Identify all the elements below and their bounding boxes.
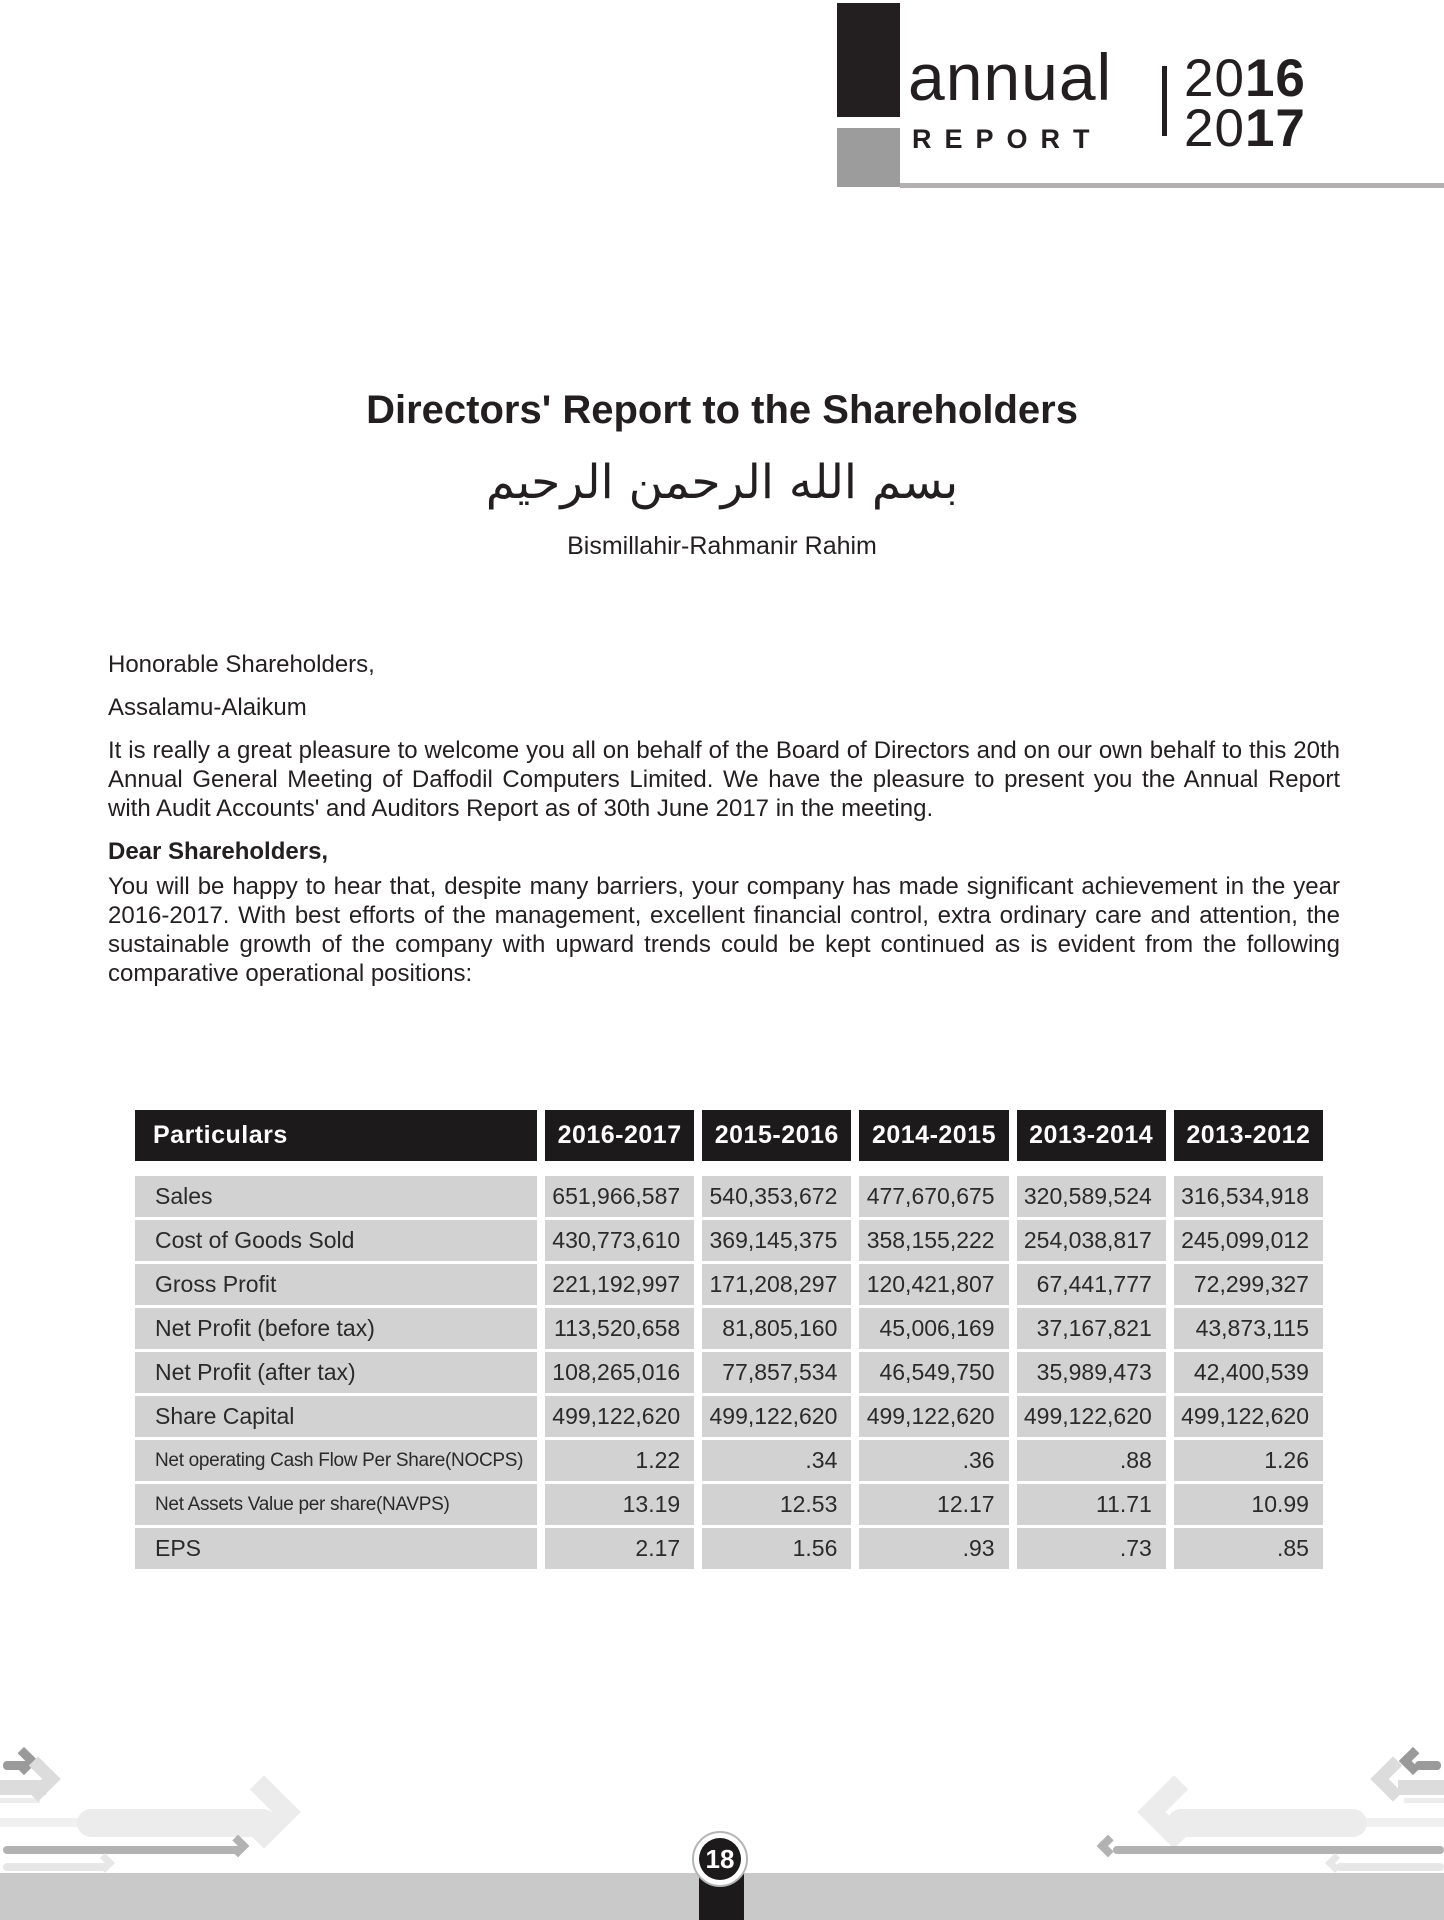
logo-annual-text: annual xyxy=(908,40,1113,114)
row-label: Net Profit (after tax) xyxy=(135,1352,537,1393)
row-value: .34 xyxy=(702,1440,851,1481)
row-value: 499,122,620 xyxy=(1174,1396,1323,1437)
row-label: Share Capital xyxy=(135,1396,537,1437)
year2-suffix: 17 xyxy=(1244,99,1306,159)
row-value: 43,873,115 xyxy=(1174,1308,1323,1349)
row-value: 120,421,807 xyxy=(859,1264,1008,1305)
table-header-particulars: Particulars xyxy=(135,1110,537,1161)
row-value: 108,265,016 xyxy=(545,1352,694,1393)
year1-suffix: 16 xyxy=(1244,49,1306,108)
row-value: 13.19 xyxy=(545,1484,694,1525)
row-value: 245,099,012 xyxy=(1174,1220,1323,1261)
row-value: 320,589,524 xyxy=(1017,1176,1166,1217)
table-row xyxy=(135,1308,1323,1349)
row-value: 369,145,375 xyxy=(702,1220,851,1261)
row-label: Sales xyxy=(135,1176,537,1217)
page-number: 18 xyxy=(699,1838,741,1880)
arrow-left-3-tail xyxy=(0,1818,85,1827)
row-value: 430,773,610 xyxy=(545,1220,694,1261)
row-value: 1.22 xyxy=(545,1440,694,1481)
logo-year-2017 xyxy=(1184,99,1306,159)
row-label: Net Assets Value per share(NAVPS) xyxy=(135,1484,537,1525)
row-value: 499,122,620 xyxy=(545,1396,694,1437)
arrow-left-4-shaft xyxy=(3,1846,243,1854)
table-row xyxy=(135,1440,1323,1481)
row-value: 12.53 xyxy=(702,1484,851,1525)
bismillah-calligraphy: بسم الله الرحمن الرحيم xyxy=(485,455,959,510)
logo-years xyxy=(1184,49,1306,159)
letter-body xyxy=(108,650,1340,1002)
table-row xyxy=(135,1220,1323,1261)
table-row xyxy=(135,1352,1323,1393)
table-header-row xyxy=(135,1110,1323,1161)
row-value: 113,520,658 xyxy=(545,1308,694,1349)
paragraph-welcome: It is really a great pleasure to welcome you all on behalf of the Board of Directors and on our own behalf to this 20th Annual General Meeting of Daffodil Computers Limited. We have the pleasure to present you the Annual Report with Audit Accounts' and Auditors Report as of 30th June 2017 in the meeting. xyxy=(108,737,1340,822)
row-value: 11.71 xyxy=(1017,1484,1166,1525)
row-value: 35,989,473 xyxy=(1017,1352,1166,1393)
table-header-year: 2015-2016 xyxy=(702,1110,851,1161)
table-body xyxy=(135,1176,1323,1569)
row-value: 316,534,918 xyxy=(1174,1176,1323,1217)
table-row xyxy=(135,1264,1323,1305)
row-value: 72,299,327 xyxy=(1174,1264,1323,1305)
logo-year-2016 xyxy=(1184,49,1306,108)
year2-prefix: 20 xyxy=(1184,99,1245,159)
row-label: Cost of Goods Sold xyxy=(135,1220,537,1261)
row-value: 81,805,160 xyxy=(702,1308,851,1349)
row-label: Gross Profit xyxy=(135,1264,537,1305)
table-header-year: 2014-2015 xyxy=(859,1110,1008,1161)
table-header-year: 2013-2012 xyxy=(1174,1110,1323,1161)
row-value: 651,966,587 xyxy=(545,1176,694,1217)
table-header-year: 2013-2014 xyxy=(1017,1110,1166,1161)
row-value: 45,006,169 xyxy=(859,1308,1008,1349)
row-label: EPS xyxy=(135,1528,537,1569)
row-label: Net Profit (before tax) xyxy=(135,1308,537,1349)
arrow-right-5-shaft xyxy=(1336,1863,1444,1871)
logo-gray-square xyxy=(837,128,900,187)
row-value: 1.56 xyxy=(702,1528,851,1569)
row-value: 499,122,620 xyxy=(859,1396,1008,1437)
salutation-assalamu: Assalamu-Alaikum xyxy=(108,694,307,721)
arrow-right-4-shaft xyxy=(1113,1846,1444,1854)
row-value: 540,353,672 xyxy=(702,1176,851,1217)
row-value: 221,192,997 xyxy=(545,1264,694,1305)
row-value: 10.99 xyxy=(1174,1484,1323,1525)
arrow-right-2-shaft-inner xyxy=(1404,1798,1444,1803)
row-value: 2.17 xyxy=(545,1528,694,1569)
row-value: 46,549,750 xyxy=(859,1352,1008,1393)
logo-divider xyxy=(1162,66,1167,136)
row-value: .36 xyxy=(859,1440,1008,1481)
arrow-left-5-shaft xyxy=(3,1863,108,1871)
row-value: 77,857,534 xyxy=(702,1352,851,1393)
table-row xyxy=(135,1484,1323,1525)
arrow-right-3-head-icon xyxy=(1137,1775,1211,1849)
table-row xyxy=(135,1528,1323,1569)
row-value: 42,400,539 xyxy=(1174,1352,1323,1393)
page-title: Directors' Report to the Shareholders xyxy=(366,388,1078,432)
paragraph-achievement: You will be happy to hear that, despite many barriers, your company has made significant achievement in the year 2016-2017. With best efforts of the management, excellent financial control, extra ordinary care and attention, the sustainable growth of the company with upward trends could be kept continued as is evident from the following comparative operational positions: xyxy=(108,873,1340,987)
salutation-honorable: Honorable Shareholders, xyxy=(108,651,375,678)
table-row xyxy=(135,1396,1323,1437)
table-row xyxy=(135,1176,1323,1217)
page-number-badge xyxy=(692,1831,748,1887)
row-value: .85 xyxy=(1174,1528,1323,1569)
logo-report-text: REPORT xyxy=(912,124,1103,154)
table-header-year: 2016-2017 xyxy=(545,1110,694,1161)
row-value: 499,122,620 xyxy=(1017,1396,1166,1437)
row-value: 12.17 xyxy=(859,1484,1008,1525)
bismillah-transliteration: Bismillahir-Rahmanir Rahim xyxy=(567,532,877,560)
row-value: 171,208,297 xyxy=(702,1264,851,1305)
row-value: 499,122,620 xyxy=(702,1396,851,1437)
row-label: Net operating Cash Flow Per Share(NOCPS) xyxy=(135,1440,537,1481)
row-value: .73 xyxy=(1017,1528,1166,1569)
row-value: 67,441,777 xyxy=(1017,1264,1166,1305)
header-rule xyxy=(900,183,1444,188)
arrow-left-2-shaft-inner xyxy=(0,1798,40,1803)
financial-table xyxy=(135,1110,1323,1569)
row-value: 37,167,821 xyxy=(1017,1308,1166,1349)
row-value: 1.26 xyxy=(1174,1440,1323,1481)
logo-black-square xyxy=(837,3,900,117)
row-value: .88 xyxy=(1017,1440,1166,1481)
row-value: 477,670,675 xyxy=(859,1176,1008,1217)
year1-prefix: 20 xyxy=(1184,49,1245,108)
heading-dear-shareholders: Dear Shareholders, xyxy=(108,838,329,865)
row-value: .93 xyxy=(859,1528,1008,1569)
row-value: 358,155,222 xyxy=(859,1220,1008,1261)
arrow-right-3-tail xyxy=(1359,1818,1444,1827)
row-value: 254,038,817 xyxy=(1017,1220,1166,1261)
